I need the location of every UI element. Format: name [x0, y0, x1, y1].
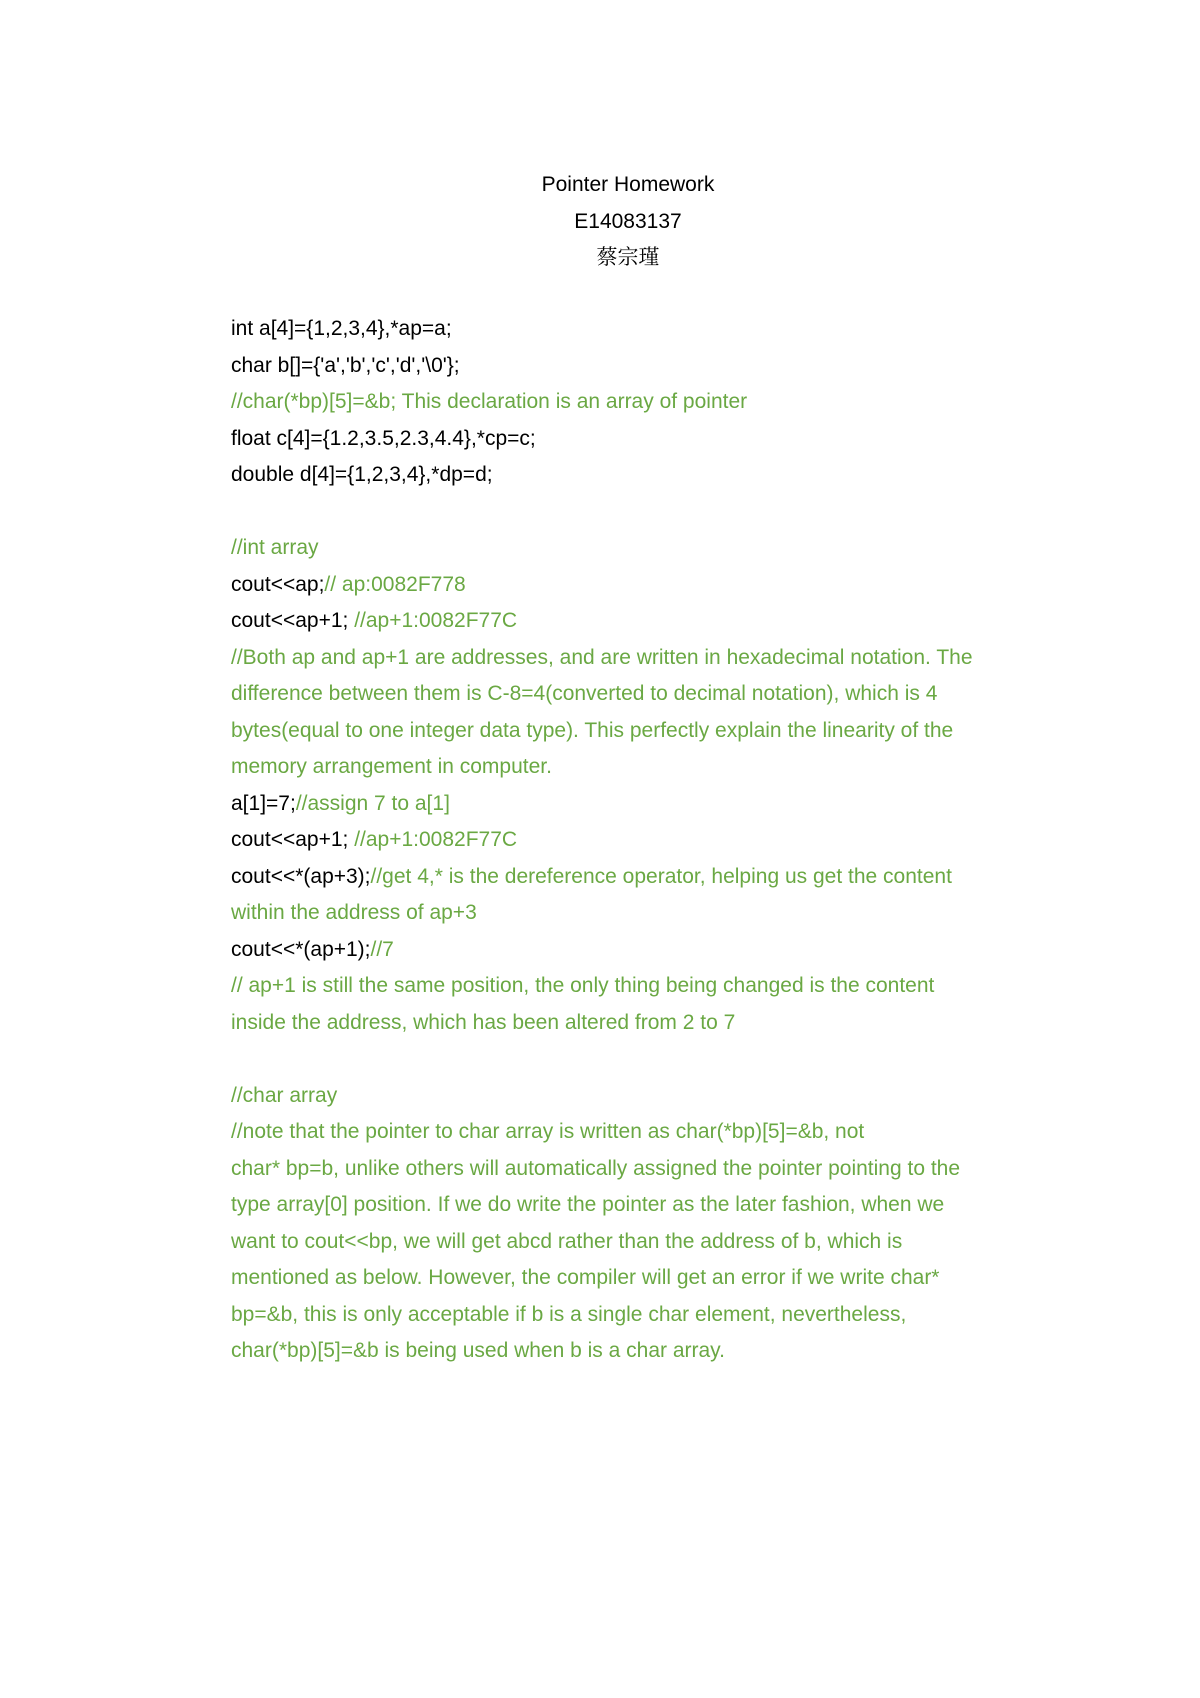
student-name: 蔡宗瑾	[596, 246, 660, 269]
text-line	[231, 676, 1031, 713]
code-statement: cout<<ap+1;	[231, 828, 355, 851]
student-id: E14083137	[574, 209, 682, 233]
code-statement: cout<<ap+1;	[231, 609, 355, 632]
document-body	[231, 311, 1031, 1370]
code-comment: within the address of ap+3	[231, 901, 477, 924]
code-comment: //get 4,* is the dereference operator, helping us get the content	[370, 864, 952, 888]
code-comment: // ap:0082F778	[324, 572, 466, 596]
blank-line	[231, 1041, 1031, 1078]
code-comment: //ap+1:0082F77C	[354, 609, 518, 632]
text-line	[231, 1297, 1031, 1334]
text-line	[231, 311, 1031, 348]
text-line	[231, 421, 1031, 458]
code-statement: float c[4]={1.2,3.5,2.3,4.4},*cp=c;	[231, 426, 536, 450]
code-comment: mentioned as below. However, the compiler will get an error if we write char*	[231, 1266, 940, 1289]
text-line	[231, 1260, 1031, 1297]
text-line	[231, 1187, 1031, 1224]
blank-line	[231, 494, 1031, 531]
text-line	[231, 822, 1031, 859]
code-comment: bp=&b, this is only acceptable if b is a single char element, nevertheless,	[231, 1302, 907, 1326]
text-line	[231, 749, 1031, 786]
text-line	[231, 932, 1031, 969]
code-comment: //int array	[231, 536, 319, 559]
text-line	[231, 457, 1031, 494]
code-statement: char b[]={'a','b','c','d','\0'};	[231, 353, 460, 377]
code-statement: int a[4]={1,2,3,4},*ap=a;	[231, 317, 452, 340]
text-line	[231, 530, 1031, 567]
text-line	[231, 603, 1031, 640]
code-statement: cout<<*(ap+3);	[231, 864, 371, 888]
text-line	[231, 713, 1031, 750]
text-line	[231, 1224, 1031, 1261]
code-statement: double d[4]={1,2,3,4},*dp=d;	[231, 463, 493, 486]
document-title: Pointer Homework	[541, 173, 715, 196]
code-comment: bytes(equal to one integer data type). This perfectly explain the linearity of the	[231, 718, 954, 742]
code-statement: cout<<ap;	[231, 572, 325, 596]
code-comment: //char array	[231, 1083, 338, 1107]
code-statement: cout<<*(ap+1);	[231, 937, 371, 961]
code-comment: //7	[370, 937, 394, 961]
code-comment: type array[0] position. If we do write the pointer as the later fashion, when we	[231, 1193, 945, 1216]
code-comment: //ap+1:0082F77C	[354, 828, 518, 851]
text-line	[231, 1151, 1031, 1188]
text-line	[231, 384, 1031, 421]
text-line	[231, 968, 1031, 1005]
code-comment: //note that the pointer to char array is written as char(*bp)[5]=&b, not	[231, 1120, 865, 1143]
code-comment: memory arrangement in computer.	[231, 755, 552, 778]
code-comment: difference between them is C-8=4(converted to decimal notation), which is 4	[231, 682, 938, 705]
text-line	[231, 1005, 1031, 1042]
code-comment: want to cout<<bp, we will get abcd rather than the address of b, which is	[231, 1229, 903, 1253]
code-statement: a[1]=7;	[231, 791, 296, 815]
text-line	[231, 1078, 1031, 1115]
text-line	[231, 348, 1031, 385]
text-line	[231, 1114, 1031, 1151]
code-comment: // ap+1 is still the same position, the only thing being changed is the content	[231, 974, 935, 997]
code-comment: //char(*bp)[5]=&b; This declaration is an array of pointer	[231, 390, 748, 413]
text-line	[231, 786, 1031, 823]
code-comment: //Both ap and ap+1 are addresses, and are written in hexadecimal notation. The	[231, 645, 973, 669]
code-comment: inside the address, which has been altered from 2 to 7	[231, 1010, 736, 1034]
text-line	[231, 859, 1031, 896]
text-line	[231, 895, 1031, 932]
text-line	[231, 1333, 1031, 1370]
text-line	[231, 640, 1031, 677]
code-comment: //assign 7 to a[1]	[295, 791, 450, 815]
text-line	[231, 567, 1031, 604]
code-comment: char(*bp)[5]=&b is being used when b is a char array.	[231, 1339, 725, 1362]
document-header	[0, 167, 1200, 277]
code-comment: char* bp=b, unlike others will automatically assigned the pointer pointing to the	[231, 1156, 961, 1180]
